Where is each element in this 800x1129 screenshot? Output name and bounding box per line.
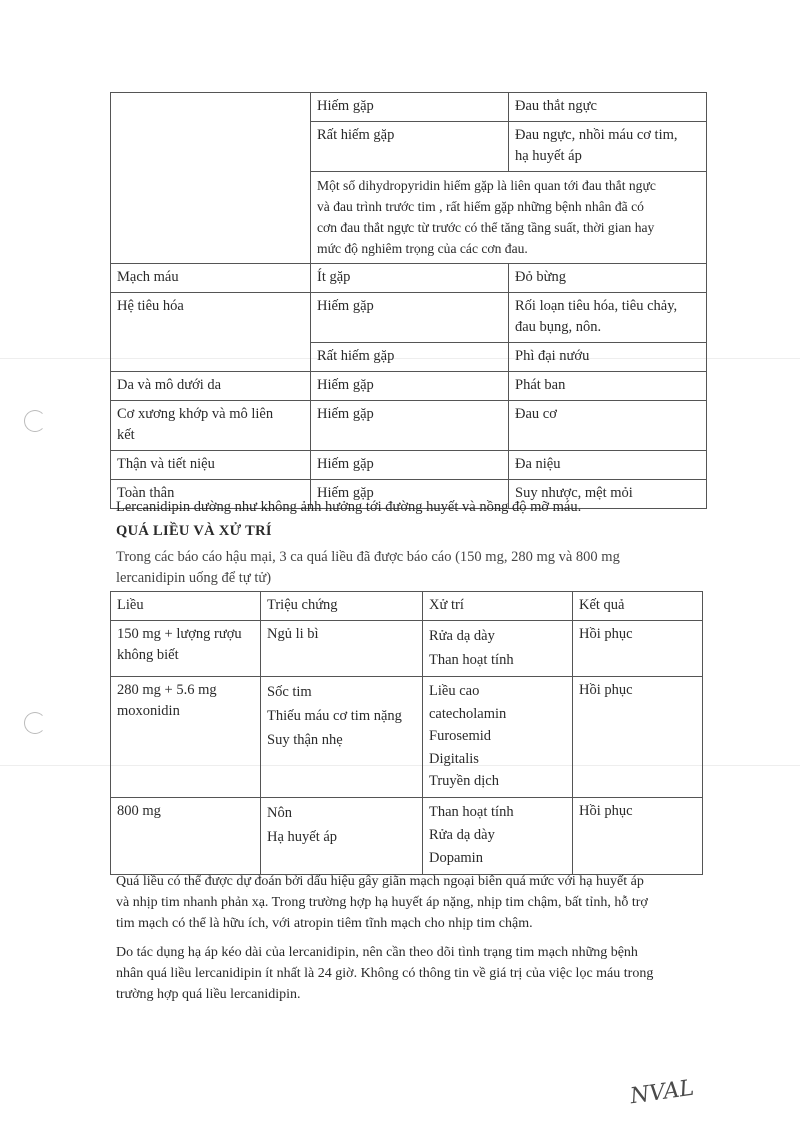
effect-cell: Phì đại nướu xyxy=(509,343,707,372)
symptoms-cell: Ngủ li bì xyxy=(261,621,423,677)
column-header-treatment: Xử trí xyxy=(423,592,573,621)
effect-cell: Đau cơ xyxy=(509,401,707,451)
effect-cell: Đỏ bừng xyxy=(509,264,707,293)
table-header-row xyxy=(111,592,703,621)
punch-hole-mark xyxy=(24,410,46,432)
symptoms-cell: Sốc tim Thiếu máu cơ tim nặng Suy thận nhẹ xyxy=(261,677,423,798)
result-cell: Hồi phục xyxy=(573,797,703,874)
frequency-cell: Rất hiếm gặp xyxy=(311,122,509,172)
frequency-cell: Ít gặp xyxy=(311,264,509,293)
frequency-cell: Hiếm gặp xyxy=(311,401,509,451)
note-cell: Một số dihydropyridin hiếm gặp là liên quan tới đau thắt ngực và đau trình trước tim , rất hiếm gặp những bệnh nhân đã có cơn đau thắt ngực từ trước có thể tăng tầng suất, thời gian hay mức độ nghiêm trọng của các cơn đau. xyxy=(311,172,707,264)
effect-cell: Phát ban xyxy=(509,372,707,401)
table-row xyxy=(111,621,703,677)
table-row xyxy=(111,401,707,451)
overdose-intro-text: Trong các báo cáo hậu mại, 3 ca quá liều đã được báo cáo (150 mg, 280 mg và 800 mg lercanidipin uống để tự tử) xyxy=(116,549,620,586)
handwritten-signature: NVAL xyxy=(628,1075,696,1110)
effect-cell: Đau thắt ngực xyxy=(509,93,707,122)
symptoms-cell: Nôn Hạ huyết áp xyxy=(261,797,423,874)
table-row xyxy=(111,264,707,293)
category-cell: Toàn thân xyxy=(111,480,311,509)
lipid-note-text: Lercanidipin dường như không ảnh hưởng tới đường huyết và nồng độ mỡ máu. xyxy=(116,499,582,515)
table-row xyxy=(111,93,707,122)
overdose-heading: QUÁ LIỀU VÀ XỬ TRÍ xyxy=(116,523,272,539)
category-cell: Thận và tiết niệu xyxy=(111,451,311,480)
effect-cell: Rối loạn tiêu hóa, tiêu chảy, đau bụng, nôn. xyxy=(509,293,707,343)
table-row xyxy=(111,293,707,343)
table-row xyxy=(111,372,707,401)
effect-cell: Suy nhược, mệt mỏi xyxy=(509,480,707,509)
treatment-cell: Rửa dạ dày Than hoạt tính xyxy=(423,621,573,677)
category-cell: Da và mô dưới da xyxy=(111,372,311,401)
effect-cell: Đau ngực, nhồi máu cơ tim, hạ huyết áp xyxy=(509,122,707,172)
dose-cell: 150 mg + lượng rượu không biết xyxy=(111,621,261,677)
dose-cell: 280 mg + 5.6 mg moxonidin xyxy=(111,677,261,798)
table-row xyxy=(111,677,703,798)
effect-cell: Đa niệu xyxy=(509,451,707,480)
table-row xyxy=(111,797,703,874)
category-cell xyxy=(111,93,311,264)
table-row xyxy=(111,451,707,480)
result-cell: Hồi phục xyxy=(573,621,703,677)
result-cell: Hồi phục xyxy=(573,677,703,798)
treatment-cell: Liều cao catecholamin Furosemid Digitalis Truyền dịch xyxy=(423,677,573,798)
column-header-dose: Liều xyxy=(111,592,261,621)
punch-hole-mark xyxy=(24,712,46,734)
frequency-cell: Hiếm gặp xyxy=(311,372,509,401)
frequency-cell: Hiếm gặp xyxy=(311,293,509,343)
frequency-cell: Hiếm gặp xyxy=(311,451,509,480)
treatment-cell: Than hoạt tính Rửa dạ dày Dopamin xyxy=(423,797,573,874)
overdose-paragraph-1: Quá liều có thể được dự đoán bởi dấu hiệu gây giãn mạch ngoại biên quá mức với hạ huyết áp và nhịp tim nhanh phản xạ. Trong trường hợp hạ huyết áp nặng, nhịp tim chậm, bất tỉnh, hỗ trợ tim mạch có thể là hữu ích, với atropin tiêm tĩnh mạch cho nhịp tim chậm. xyxy=(116,874,648,931)
overdose-table xyxy=(110,591,703,875)
frequency-cell: Hiếm gặp xyxy=(311,480,509,509)
column-header-symptoms: Triệu chứng xyxy=(261,592,423,621)
category-cell: Cơ xương khớp và mô liên kết xyxy=(111,401,311,451)
category-cell: Hệ tiêu hóa xyxy=(111,293,311,372)
overdose-paragraph-2: Do tác dụng hạ áp kéo dài của lercanidipin, nên cần theo dõi tình trạng tim mạch những bệnh nhân quá liều lercanidipin ít nhất là 24 giờ. Không có thông tin về giá trị của việc lọc máu trong trường hợp quá liều lercanidipin. xyxy=(116,945,654,1002)
side-effects-table xyxy=(110,92,707,509)
category-cell: Mạch máu xyxy=(111,264,311,293)
dose-cell: 800 mg xyxy=(111,797,261,874)
column-header-result: Kết quả xyxy=(573,592,703,621)
frequency-cell: Hiếm gặp xyxy=(311,93,509,122)
frequency-cell: Rất hiếm gặp xyxy=(311,343,509,372)
